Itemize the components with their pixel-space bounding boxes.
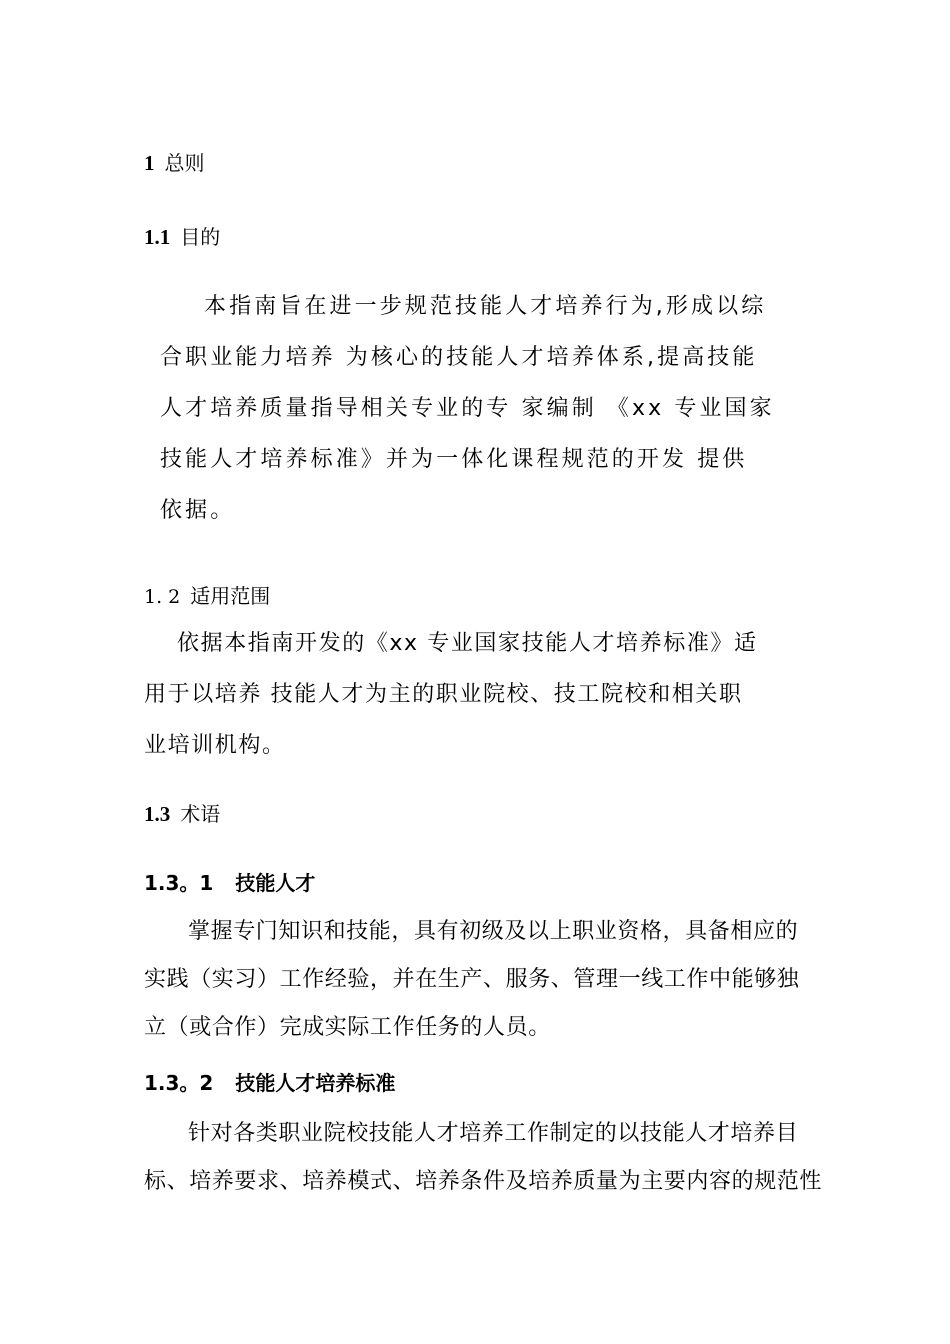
paragraph-line: 依据。 xyxy=(160,498,236,523)
section-heading-1-2 xyxy=(144,583,270,610)
section-number: 1.3。1 xyxy=(144,871,214,895)
section-title: 目的 xyxy=(180,225,221,249)
paragraph-line: 标、培养要求、培养模式、培养条件及培养质量为主要内容的规范性 xyxy=(144,1169,823,1194)
paragraph-term-training-standard xyxy=(144,1110,822,1206)
paragraph-line: 掌握专门知识和技能，具有初级及以上职业资格，具备相应的 xyxy=(188,919,799,944)
section-title: 术语 xyxy=(180,802,221,826)
paragraph-line: 业培训机构。 xyxy=(144,733,286,758)
paragraph-line: 本指南旨在进一步规范技能人才培养行为,形成以综 xyxy=(204,294,767,319)
section-heading-1-3-1 xyxy=(144,870,315,896)
paragraph-line: 实践（实习）工作经验，并在生产、服务、管理一线工作中能够独 xyxy=(144,967,800,992)
paragraph-line: 技能人才培养标准》并为一体化课程规范的开发 提供 xyxy=(160,447,748,472)
paragraph-term-skill-talent xyxy=(144,908,799,1052)
section-number: 1.3。2 xyxy=(144,1071,214,1095)
section-heading-1-1 xyxy=(144,224,220,250)
section-title: 适用范围 xyxy=(190,584,271,608)
section-number: 1. 2 xyxy=(144,586,181,608)
paragraph-line: 用于以培养 技能人才为主的职业院校、技工院校和相关职 xyxy=(144,682,743,707)
paragraph-line: 合职业能力培养 为核心的技能人才培养体系,提高技能 xyxy=(160,345,758,370)
paragraph-purpose xyxy=(160,281,775,536)
section-title: 技能人才 xyxy=(235,871,316,895)
section-number: 1 xyxy=(144,151,155,175)
section-heading-1 xyxy=(144,150,205,176)
section-number: 1.1 xyxy=(144,225,171,249)
section-heading-1-3 xyxy=(144,801,220,827)
paragraph-line: 依据本指南开发的《xx 专业国家技能人才培养标准》适 xyxy=(177,631,758,656)
paragraph-scope xyxy=(144,618,758,771)
section-title: 总则 xyxy=(164,151,205,175)
section-heading-1-3-2 xyxy=(144,1070,395,1096)
section-title: 技能人才培养标准 xyxy=(235,1071,396,1095)
section-number: 1.3 xyxy=(144,802,171,826)
paragraph-line: 立（或合作）完成实际工作任务的人员。 xyxy=(144,1015,551,1040)
paragraph-line: 人才培养质量指导相关专业的专 家编制 《xx 专业国家 xyxy=(160,396,775,421)
paragraph-line: 针对各类职业院校技能人才培养工作制定的以技能人才培养目 xyxy=(188,1121,799,1146)
